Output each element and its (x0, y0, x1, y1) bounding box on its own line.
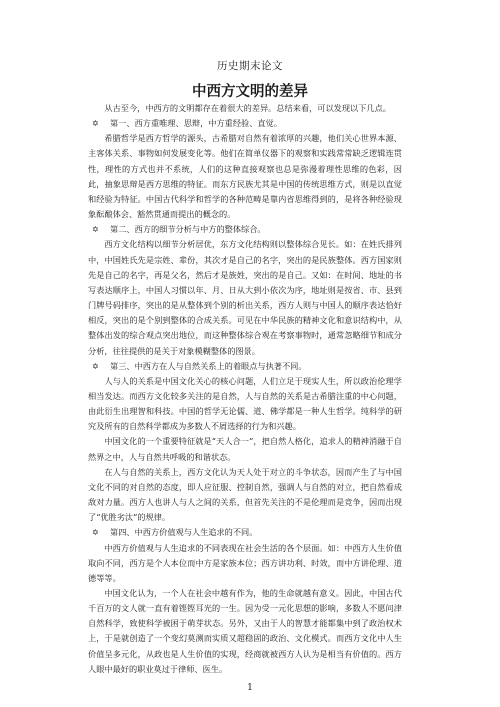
section-heading-text: 第一、西方重唯理、思辩，中方重经验、直觉。 (110, 118, 282, 129)
paragraph: 中西方价值观与人生追求的不同表现在社会生活的各个层面。如：中西方人生价值取向不同，西方是个人本位而中方是家族本位；西方讲功利、时效，而中方讲伦理、道德等等。 (88, 542, 402, 583)
star-icon: ✡ (92, 527, 99, 538)
paragraph: 在人与自然的关系上，西方文化认为天人处于对立的斗争状态，因而产生了与中国文化不同的对自然的态度，即人应征服、控制自然，强调人与自然的对立，把自然看成敌对力量。西方人也讲人与人之间的关系，但首先关注的不是伦理而是竞争，因而出现了“优胜劣汰”的规律。 (88, 466, 402, 523)
paragraph: 中国文化认为，一个人在社会中越有作为，他的生命就越有意义。因此，中国古代千百万的文人就一直有着铿铿耳光的一生。因为受一元化思想的影响，多数人不愿问津自然科学，致使科学被困于萌芽状态。另外，又由于人的智慧才能都集中到了政治权术上，于是就创造了一个变幻莫测而实质又超稳固的政治、文化模式。而西方文化中人生价值呈多元化，从政也是人生价值的实现，经商就被西方人认为是相当有价值的。西方人眼中最好的职业莫过于律师、医生。 (88, 588, 402, 674)
header-title: 历史期末论文 (217, 60, 283, 72)
star-icon: ✡ (92, 118, 99, 129)
section-heading-4 (88, 525, 402, 540)
section-heading-3 (88, 359, 402, 374)
star-icon: ✡ (92, 360, 99, 371)
body-text (88, 101, 402, 677)
paragraph: 中国文化的一个重要特征就是“天人合一”，把自然人格化，追求人的精神消融于自然界之中，人与自然共呼吸的和谐状态。 (88, 436, 402, 462)
section-heading-text: 第四、中西方价值观与人生追求的不同。 (110, 527, 258, 538)
paragraph: 人与人的关系是中国文化关心的核心问题，人们立足于现实人生，所以政治伦理学相当发达。而西方文化较多关注的是自然，人与自然的关系是古希腊注重的中心问题，由此衍生出理智和科技。中国的哲学无论儒、道、佛学都是一种人生哲学。纯科学的研究及所有的自然科学都成为多数人不屑选择的行为和兴趣。 (88, 375, 402, 432)
paragraph: 希腊哲学是西方哲学的源头，古希腊对自然有着浓厚的兴趣，他们关心世界本源、主客体关系、事物如何发展变化等。他们在简单仪器下的观察和实践常常缺乏逻辑连贯性，理性的方式也并不系统，人们的这种直接观察也总是弥漫着理性思维的色彩，因此，抽象思辩是西方思维的特征。而东方民族尤其是中国的传统思维方式，则是以直觉和经验为特征。中国古代科学和哲学的各种范畴是靠内省思维得到的，是将各种经验现象酝酿体会、豁然贯通而提出的概念的。 (88, 133, 402, 220)
page-number: 1 (247, 683, 253, 693)
section-heading-text: 第二、西方的细节分析与中方的整体综合。 (110, 224, 266, 235)
section-heading-1 (88, 116, 402, 131)
section-heading-text: 第三、中西方在人与自然关系上的着眼点与执著不同。 (110, 360, 307, 371)
intro-paragraph: 从古至今，中西方的文明都存在着很大的差异。总结来看，可以发现以下几点。 (104, 103, 391, 113)
paragraph: 西方文化结构以细节分析居优，东方文化结构则以整体综合见长。如：在姓氏排列中，中国姓氏先是宗姓、辈份，其次才是自己的名字，突出的是民族整体。西方国家则先是自己的名字，再是父名，然后才是族姓，突出的是自己。又如：在时间、地址的书写表达顺序上，中国人习惯以年、月、日从大到小依次为序，地址则是按省、市、县到门牌号码排序，突出的是从整体到个别的析出关系，西方人则与中国人的顺序表达恰好相反，突出的是个别到整体的合成关系。可见在中华民族的精神文化和意识结构中，从整体出发的综合观点突出地位，而这种整体综合观在考察事物时，通常忽略细节和成分分析，往往提供的是关于对象模糊整体的图景。 (88, 239, 402, 356)
page-title: 中西方文明的差异 (192, 83, 308, 100)
star-icon: ✡ (92, 224, 99, 235)
section-heading-2 (88, 222, 402, 237)
